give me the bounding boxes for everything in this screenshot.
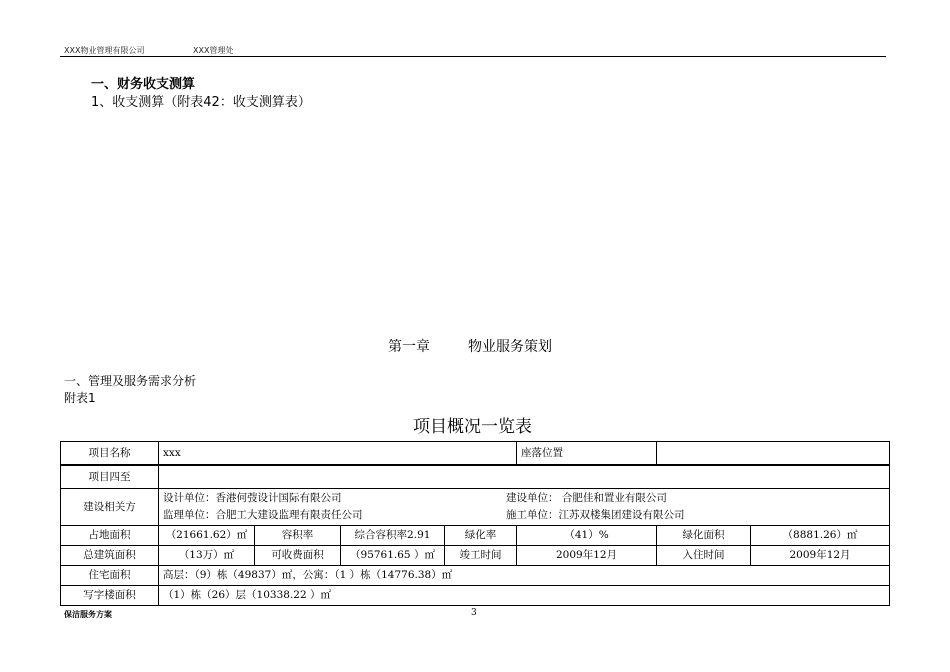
page-number: 3 bbox=[471, 608, 477, 618]
total-area-label: 总建筑面积 bbox=[61, 546, 159, 566]
land-area-label: 占地面积 bbox=[61, 526, 159, 546]
residential-area-value: 高层：（9）栋（49837）㎡，公寓：（1 ）栋（14776.38）㎡ bbox=[159, 566, 890, 586]
table-row bbox=[61, 546, 890, 566]
project-name-label: 项目名称 bbox=[61, 442, 159, 466]
chargeable-area-value: （95761.65 ）㎡ bbox=[341, 546, 445, 566]
residential-area-label: 住宅面积 bbox=[61, 566, 159, 586]
total-area-value: （13万）㎡ bbox=[159, 546, 255, 566]
boundaries-label: 项目四至 bbox=[61, 465, 159, 489]
land-area-value: （21661.62）㎡ bbox=[159, 526, 255, 546]
table-row bbox=[61, 465, 890, 489]
header-rule bbox=[60, 56, 886, 57]
footer-doc-title: 保洁服务方案 bbox=[64, 610, 112, 619]
plot-ratio-label: 容积率 bbox=[255, 526, 341, 546]
builder-unit: 建设单位： 合肥佳和置业有限公司 bbox=[506, 492, 667, 504]
table-row bbox=[61, 566, 890, 586]
table-row bbox=[61, 489, 890, 526]
chapter-number: 第一章 bbox=[388, 339, 430, 355]
project-overview-table bbox=[60, 441, 890, 606]
occupancy-value: 2009年12月 bbox=[751, 546, 890, 566]
parties-label: 建设相关方 bbox=[61, 489, 159, 526]
chargeable-area-label: 可收费面积 bbox=[255, 546, 341, 566]
supervisor-unit: 监理单位：合肥工大建设监理有限责任公司 bbox=[163, 509, 363, 521]
design-unit: 设计单位：香港何弢设计国际有限公司 bbox=[163, 492, 342, 504]
table-row bbox=[61, 442, 890, 466]
location-value bbox=[657, 442, 890, 466]
green-rate-label: 绿化率 bbox=[445, 526, 517, 546]
office-area-value: （1）栋（26）层（10338.22 ）㎡ bbox=[159, 586, 890, 606]
appendix-label: 附表1 bbox=[64, 391, 96, 405]
office-area-label: 写字楼面积 bbox=[61, 586, 159, 606]
section-heading-analysis: 一、管理及服务需求分析 bbox=[64, 374, 197, 388]
chapter-title: 物业服务策划 bbox=[468, 339, 552, 355]
completion-label: 竣工时间 bbox=[445, 546, 517, 566]
green-area-value: （8881.26）㎡ bbox=[751, 526, 890, 546]
header-office: XXX管理处 bbox=[193, 46, 234, 55]
boundaries-value bbox=[159, 465, 890, 489]
green-rate-value: （41）% bbox=[517, 526, 657, 546]
section-heading-finance: 一、财务收支测算 bbox=[91, 77, 196, 92]
table-title: 项目概况一览表 bbox=[413, 417, 532, 437]
plot-ratio-value: 综合容积率2.91 bbox=[341, 526, 445, 546]
header-company: XXX物业管理有限公司 bbox=[64, 46, 145, 55]
green-area-label: 绿化面积 bbox=[657, 526, 751, 546]
table-row bbox=[61, 526, 890, 546]
location-label: 座落位置 bbox=[517, 442, 657, 466]
table-row bbox=[61, 586, 890, 606]
contractor-unit: 施工单位：江苏双楼集团建设有限公司 bbox=[506, 509, 685, 521]
occupancy-label: 入住时间 bbox=[657, 546, 751, 566]
section-subheading-budget: 1、收支测算（附表42：收支测算表） bbox=[91, 95, 311, 110]
completion-value: 2009年12月 bbox=[517, 546, 657, 566]
parties-value bbox=[159, 489, 890, 526]
project-name-value: xxx bbox=[159, 442, 517, 466]
